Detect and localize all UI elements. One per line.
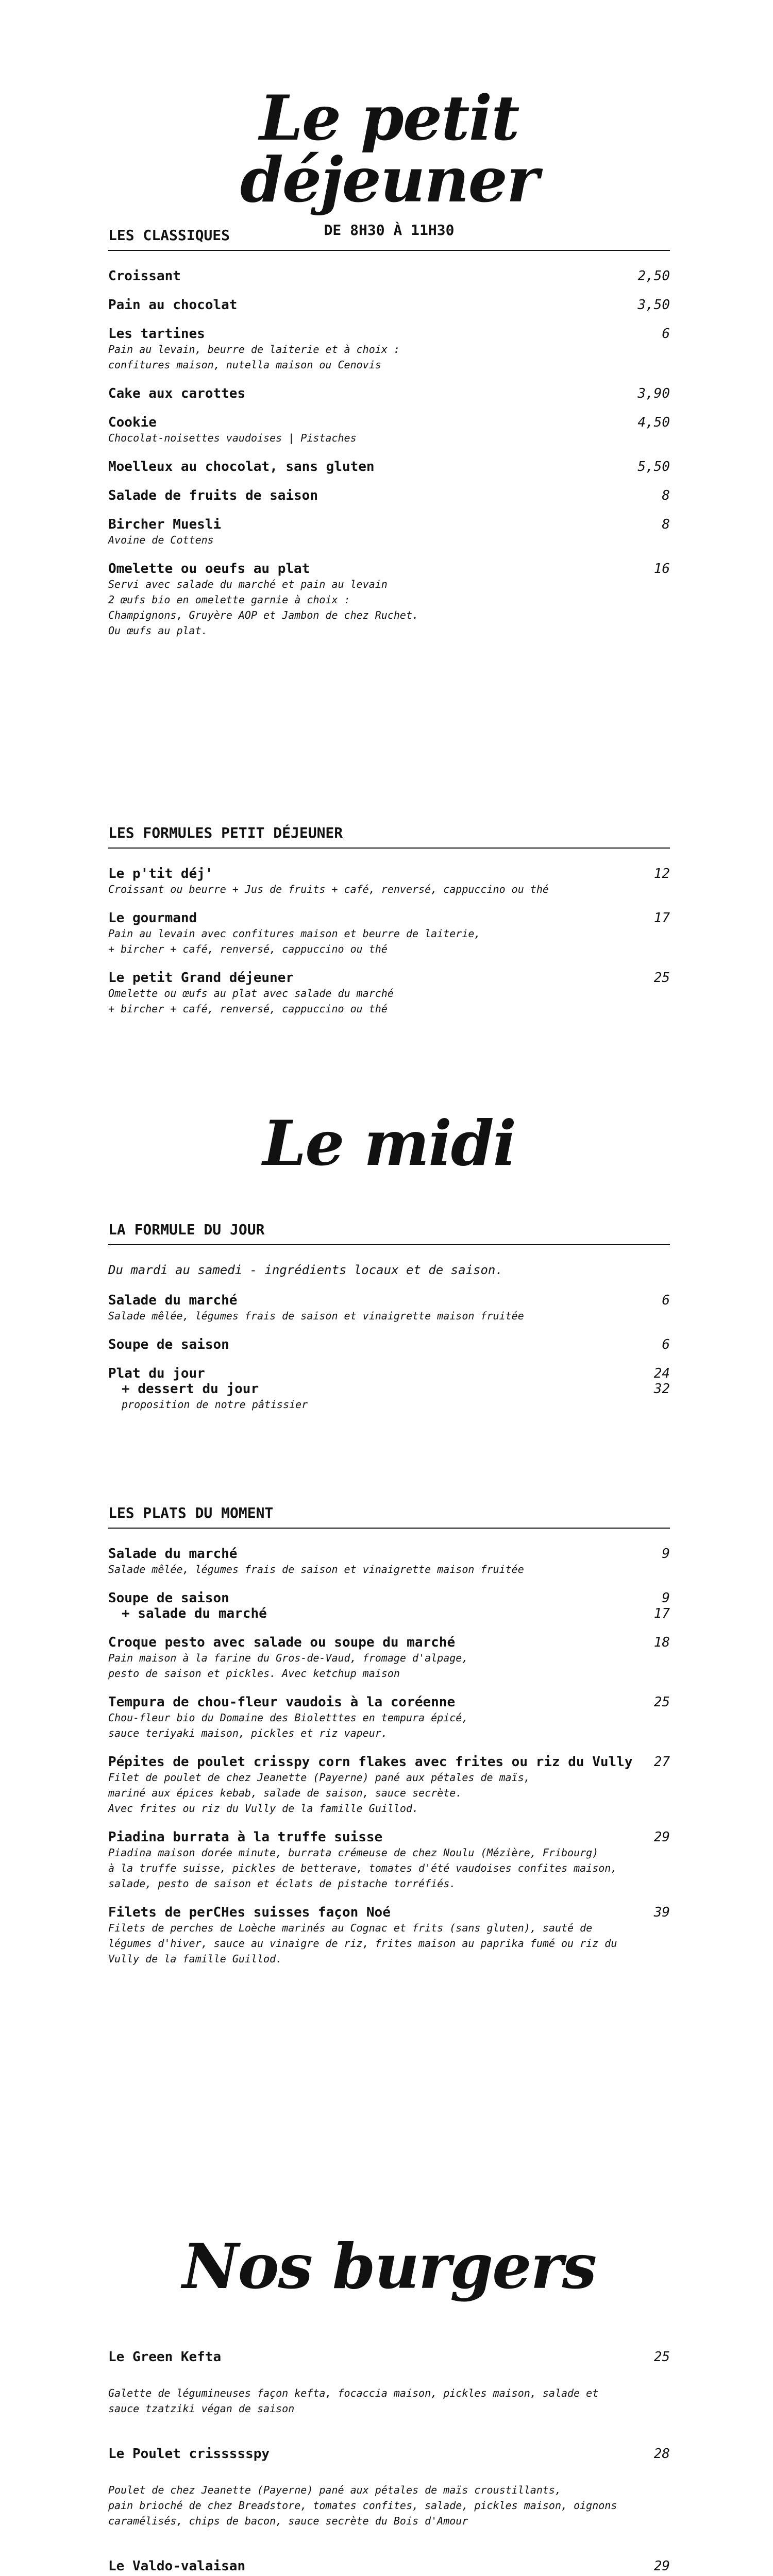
classic-item-desc: Chocolat-noisettes vaudoises | Pistaches bbox=[108, 432, 357, 444]
burger-item bbox=[108, 2558, 670, 2576]
plat-du-jour bbox=[108, 1366, 670, 1412]
formula-item-name: Le petit Grand déjeuner bbox=[108, 970, 294, 986]
plat-sub-name: + dessert du jour bbox=[122, 1381, 259, 1397]
formula-item-name: Le gourmand bbox=[108, 910, 197, 926]
burgers-section bbox=[108, 2349, 670, 2576]
classic-item-name: Croissant bbox=[108, 268, 181, 284]
formulas-section bbox=[108, 824, 670, 1030]
formula-item-price: 17 bbox=[653, 910, 670, 926]
moment-soupe-name: Soupe de saison bbox=[108, 1590, 229, 1606]
classic-item-price: 8 bbox=[662, 517, 670, 532]
classic-item-price: 3,90 bbox=[637, 386, 670, 401]
burgers-title-wrap bbox=[108, 2230, 670, 2303]
breakfast-hours: DE 8H30 À 11H30 bbox=[324, 222, 455, 239]
burger-item-name: Le Valdo-valaisan bbox=[108, 2558, 246, 2574]
moment-item-price: 39 bbox=[653, 1905, 670, 1920]
classic-item-name: Cake aux carottes bbox=[108, 386, 246, 401]
burgers-title: Nos burgers bbox=[182, 2230, 596, 2303]
classic-item-price: 16 bbox=[653, 561, 670, 577]
breakfast-title: Le petit déjeuner bbox=[240, 82, 539, 216]
moment-item-name: Filets de perCHes suisses façon Noé bbox=[108, 1905, 391, 1920]
moment-item bbox=[108, 1694, 670, 1741]
classic-item bbox=[108, 268, 670, 284]
formula-day-heading: LA FORMULE DU JOUR bbox=[108, 1221, 670, 1245]
lunch-title-wrap bbox=[108, 1107, 670, 1180]
moment-soupe bbox=[108, 1590, 670, 1621]
classic-item bbox=[108, 415, 670, 446]
formula-item-desc: Croissant ou beurre + Jus de fruits + café, renversé, cappuccino ou thé bbox=[108, 883, 549, 895]
formula-day-item bbox=[108, 1293, 670, 1324]
formula-item-name: Le p'tit déj' bbox=[108, 866, 213, 882]
classic-item-name: Omelette ou oeufs au plat bbox=[108, 561, 310, 577]
burger-item-price: 25 bbox=[653, 2349, 670, 2365]
moment-item-desc: Pain maison à la farine du Gros-de-Vaud, fromage d'alpage, pesto de saison et pickles. Avec ketchup maison bbox=[108, 1652, 468, 1680]
moment-heading: LES PLATS DU MOMENT bbox=[108, 1504, 670, 1529]
classic-item-desc: Pain au levain, beurre de laiterie et à choix : confitures maison, nutella maison ou Cenovis bbox=[108, 343, 400, 371]
moment-item-name: Tempura de chou-fleur vaudois à la coréenne bbox=[108, 1694, 456, 1710]
formula-intro: Du mardi au samedi - ingrédients locaux et de saison. bbox=[108, 1263, 503, 1277]
classics-section bbox=[108, 227, 670, 652]
moment-soupe-price: 9 bbox=[662, 1590, 670, 1606]
formula-item bbox=[108, 970, 670, 1016]
formulas-heading: LES FORMULES PETIT DÉJEUNER bbox=[108, 824, 670, 849]
classic-item-price: 4,50 bbox=[637, 415, 670, 430]
classic-item bbox=[108, 561, 670, 638]
burger-item-name: Le Poulet crissssspy bbox=[108, 2446, 270, 2462]
moment-item-desc: Filet de poulet de chez Jeanette (Payerne) pané aux pétales de maïs, mariné aux épices kebab, salade de saison, sauce secrète. Avec frites ou riz du Vully de la famille Guillod. bbox=[108, 1771, 530, 1815]
moment-item-price: 18 bbox=[653, 1635, 670, 1650]
burger-item bbox=[108, 2349, 670, 2416]
formula-day-item-desc: Salade mêlée, légumes frais de saison et vinaigrette maison fruitée bbox=[108, 1310, 524, 1322]
moment-salade-desc: Salade mêlée, légumes frais de saison et vinaigrette maison fruitée bbox=[108, 1563, 524, 1575]
classic-item-name: Salade de fruits de saison bbox=[108, 488, 318, 503]
moment-soupe-sub-name: + salade du marché bbox=[122, 1606, 267, 1621]
moment-item bbox=[108, 1635, 670, 1681]
moment-item bbox=[108, 1829, 670, 1891]
formula-item-desc: Pain au levain avec confitures maison et beurre de laiterie, + bircher + café, renversé, cappuccino ou thé bbox=[108, 927, 481, 955]
formula-day-item-name: Soupe de saison bbox=[108, 1337, 229, 1352]
moment-soupe-sub-price: 17 bbox=[653, 1606, 670, 1621]
classic-item bbox=[108, 517, 670, 548]
moment-item bbox=[108, 1754, 670, 1816]
formula-day-item-price: 6 bbox=[662, 1293, 670, 1308]
formula-item-desc: Omelette ou œufs au plat avec salade du marché + bircher + café, renversé, cappuccino ou thé bbox=[108, 987, 394, 1015]
moment-item-name: Pépites de poulet crisspy corn flakes avec frites ou riz du Vully bbox=[108, 1754, 633, 1770]
moment-item-price: 27 bbox=[653, 1754, 670, 1770]
formula-day-item-price: 6 bbox=[662, 1337, 670, 1352]
plat-sub-price: 32 bbox=[653, 1381, 670, 1397]
moment-item-desc: Chou-fleur bio du Domaine des Bioletttes en tempura épicé, sauce teriyaki maison, pickles et riz vapeur. bbox=[108, 1711, 468, 1739]
classic-item-name: Les tartines bbox=[108, 326, 205, 342]
moment-section bbox=[108, 1504, 670, 1980]
classic-item-price: 2,50 bbox=[637, 268, 670, 284]
burger-item-price: 29 bbox=[653, 2558, 670, 2574]
classic-item-name: Bircher Muesli bbox=[108, 517, 222, 532]
burger-item-price: 28 bbox=[653, 2446, 670, 2462]
moment-item-price: 25 bbox=[653, 1694, 670, 1710]
moment-item-price: 29 bbox=[653, 1829, 670, 1845]
burger-item-desc: Poulet de chez Jeanette (Payerne) pané aux pétales de maïs croustillants, pain brioché de chez Breadstore, tomates confites, salade, pickles maison, oignons caramélisés, chips de bacon, sauce secrète du Bois d'Amour bbox=[108, 2484, 617, 2527]
moment-salade bbox=[108, 1546, 670, 1577]
formula-item bbox=[108, 866, 670, 897]
burger-item-name: Le Green Kefta bbox=[108, 2349, 222, 2365]
burger-item-desc: Galette de légumineuses façon kefta, focaccia maison, pickles maison, salade et sauce tzatziki végan de saison bbox=[108, 2387, 599, 2415]
formula-item-price: 25 bbox=[653, 970, 670, 986]
formula-day-item bbox=[108, 1337, 670, 1352]
classic-item-price: 6 bbox=[662, 326, 670, 342]
classic-item-name: Cookie bbox=[108, 415, 157, 430]
classic-item bbox=[108, 459, 670, 474]
moment-item-name: Piadina burrata à la truffe suisse bbox=[108, 1829, 383, 1845]
moment-item-name: Croque pesto avec salade ou soupe du marché bbox=[108, 1635, 456, 1650]
moment-item bbox=[108, 1905, 670, 1967]
moment-salade-price: 9 bbox=[662, 1546, 670, 1562]
formula-day-section bbox=[108, 1221, 670, 1426]
plat-desc: proposition de notre pâtissier bbox=[122, 1398, 308, 1411]
formulas-list bbox=[108, 866, 670, 1016]
classic-item-desc: Avoine de Cottens bbox=[108, 534, 214, 546]
burgers-list bbox=[108, 2349, 670, 2576]
moment-salade-name: Salade du marché bbox=[108, 1546, 238, 1562]
plat-price: 24 bbox=[653, 1366, 670, 1381]
classic-item-price: 3,50 bbox=[637, 297, 670, 313]
formula-item bbox=[108, 910, 670, 957]
classics-heading: LES CLASSIQUES bbox=[108, 227, 670, 251]
classic-item-name: Moelleux au chocolat, sans gluten bbox=[108, 459, 375, 474]
classic-item-desc: Servi avec salade du marché et pain au levain 2 œufs bio en omelette garnie à choix : Champignons, Gruyère AOP et Jambon de chez Ruchet. Ou œufs au plat. bbox=[108, 578, 419, 637]
plat-name: Plat du jour bbox=[108, 1366, 205, 1381]
classic-item bbox=[108, 488, 670, 503]
lunch-title: Le midi bbox=[262, 1107, 516, 1180]
classic-item-name: Pain au chocolat bbox=[108, 297, 238, 313]
formula-item-price: 12 bbox=[653, 866, 670, 882]
classic-item bbox=[108, 297, 670, 313]
classic-item-price: 5,50 bbox=[637, 459, 670, 474]
classic-item bbox=[108, 386, 670, 401]
moment-item-desc: Piadina maison dorée minute, burrata crémeuse de chez Noulu (Mézière, Fribourg) à la truffe suisse, pickles de betterave, tomates d'été vaudoises confites maison, salade, pesto de saison et éclats de pistache torréfiés. bbox=[108, 1846, 617, 1890]
moment-item-desc: Filets de perches de Loèche marinés au Cognac et frits (sans gluten), sauté de légumes d'hiver, sauce au vinaigre de riz, frites maison au paprika fumé ou riz du Vully de la famille Guillod. bbox=[108, 1922, 617, 1965]
moment-list bbox=[108, 1635, 670, 1967]
classic-item-price: 8 bbox=[662, 488, 670, 503]
formula-day-list bbox=[108, 1293, 670, 1352]
classic-item bbox=[108, 326, 670, 372]
formula-day-item-name: Salade du marché bbox=[108, 1293, 238, 1308]
burger-item bbox=[108, 2446, 670, 2529]
breakfast-section bbox=[108, 82, 670, 239]
classics-list bbox=[108, 268, 670, 638]
